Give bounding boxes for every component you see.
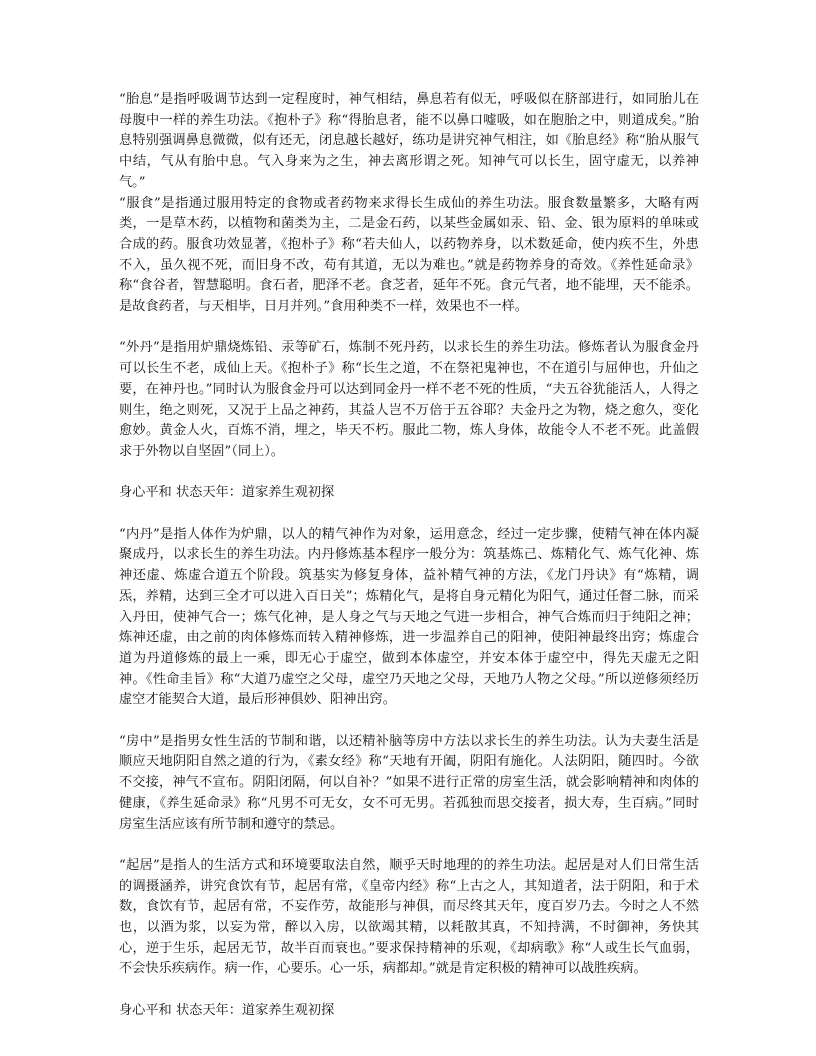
paragraph-waidan: “外丹”是指用炉鼎烧炼铅、汞等矿石，炼制不死丹药，以求长生的养生功法。修炼者认为服食金丹可以长生不老，成仙上天。《抱朴子》称“长生之道，不在祭祀鬼神也，不在道引与屈伸也，升仙之要，在神丹也。”同时认为服食金丹可以达到同金丹一样不老不死的性质，“夫五谷犹能活人，人得之则生，绝之则死，又况于上品之神药，其益人岂不万倍于五谷耶？夫金丹之为物，烧之愈久，变化愈妙。黄金人火，百炼不消，埋之，毕天不朽。服此二物，炼人身体，故能令人不老不死。此盖假求于外物以自坚固”（同上）。 [119, 340, 699, 459]
paragraph-taixi: “胎息”是指呼吸调节达到一定程度时，神气相结，鼻息若有似无，呼吸似在脐部进行，如同胎儿在母腹中一样的养生功法。《抱朴子》称“得胎息者，能不以鼻口嘘吸，如在胞胎之中，则道成矣。”胎息特别强调鼻息微微，似有还无，闭息越长越好，练功是讲究神气相注，如《胎息经》称“胎从服气中结，气从有胎中息。气入身来为之生，神去离形谓之死。知神气可以长生，固守虚无，以养神气。” [119, 92, 699, 190]
paragraph-gap [119, 711, 699, 732]
paragraph-fushi: “服食”是指通过服用特定的食物或者药物来求得长生成仙的养生功法。服食数量繁多，大略有两类，一是草木药，以植物和菌类为主，二是金石药，以某些金属如汞、铅、金、银为原料的单味或合成的药。服食功效显著，《抱朴子》称“若夫仙人，以药物养身，以术数延命，使内疾不生，外患不入，虽久视不死，而旧身不改，苟有其道，无以为难也。”就是药物养身的奇效。《养性延命录》称“食谷者，智慧聪明。食石者，肥泽不老。食芝者，延年不死。食元气者，地不能埋，天不能杀。是故食药者，与天相毕，日月并列。”食用种类不一样，效果也不一样。 [119, 195, 699, 315]
document-page [119, 90, 699, 1022]
paragraph-gap [119, 980, 699, 1001]
paragraph-qiju: “起居”是指人的生活方式和环境要取法自然，顺乎天时地理的的养生功法。起居是对人们日常生活的调摄涵养，讲究食饮有节，起居有常，《皇帝内经》称“上古之人，其知道者，法于阴阳，和于术数，食饮有节，起居有常，不妄作劳，故能形与神俱，而尽终其天年，度百岁乃去。今时之人不然也，以酒为浆，以妄为常，醉以入房，以欲竭其精，以耗散其真，不知持满，不时御神，务快其心，逆于生乐，起居无节，故半百而衰也。”要求保持精神的乐观，《却病歌》称“人或生长气血弱，不会快乐疾病作。病一作，心要乐。心一乐，病都却。”就是肯定积极的精神可以战胜疾病。 [119, 857, 699, 977]
paragraph-gap [119, 318, 699, 339]
paragraph-gap [119, 835, 699, 856]
paragraph-fangzhong: “房中”是指男女性生活的节制和谐，以还精补脑等房中方法以求长生的养生功法。认为夫妻生活是顺应天地阴阳自然之道的行为，《素女经》称“天地有开阖，阴阳有施化。人法阴阳，随四时。今欲不交接，神气不宣布。阴阳闭隔，何以自补？”如果不进行正常的房室生活，就会影响精神和肉体的健康，《养生延命录》称“凡男不可无女，女不可无男。若孤独而思交接者，损大寿，生百病。”同时房室生活应该有所节制和遵守的禁忌。 [119, 733, 699, 832]
paragraph-gap [119, 504, 699, 525]
paragraph-neidan: “内丹”是指人体作为炉鼎，以人的精气神作为对象，运用意念，经过一定步骤，使精气神在体内凝聚成丹，以求长生的养生功法。内丹修炼基本程序一般分为：筑基炼己、炼精化气、炼气化神、炼神还虚、炼虚合道五个阶段。筑基实为修复身体，益补精气神的方法，《龙门丹诀》有“炼精，调炁，养精，达到三全才可以进入百日关”；炼精化气，是将自身元精化为阳气，通过任督二脉，而采入丹田，使神气合一；炼气化神，是人身之气与天地之气进一步相合，神气合炼而归于纯阳之神；炼神还虚，由之前的肉体修炼而转入精神修炼，进一步温养自己的阳神，使阳神最终出窍；炼虚合道为丹道修炼的最上一乘，即无心于虚空，做到本体虚空，并安本体于虚空中，得先天虚无之阳神。《性命圭旨》称“大道乃虚空之父母，虚空乃天地之父母，天地乃人物之父母。”所以逆修须经历虚空才能契合大道，最后形神俱妙、阳神出窍。 [119, 526, 699, 708]
running-header: 身心平和 状态天年：道家养生观初探 [119, 1002, 335, 1018]
paragraph-gap [119, 463, 699, 484]
running-header: 身心平和 状态天年：道家养生观初探 [119, 485, 335, 501]
